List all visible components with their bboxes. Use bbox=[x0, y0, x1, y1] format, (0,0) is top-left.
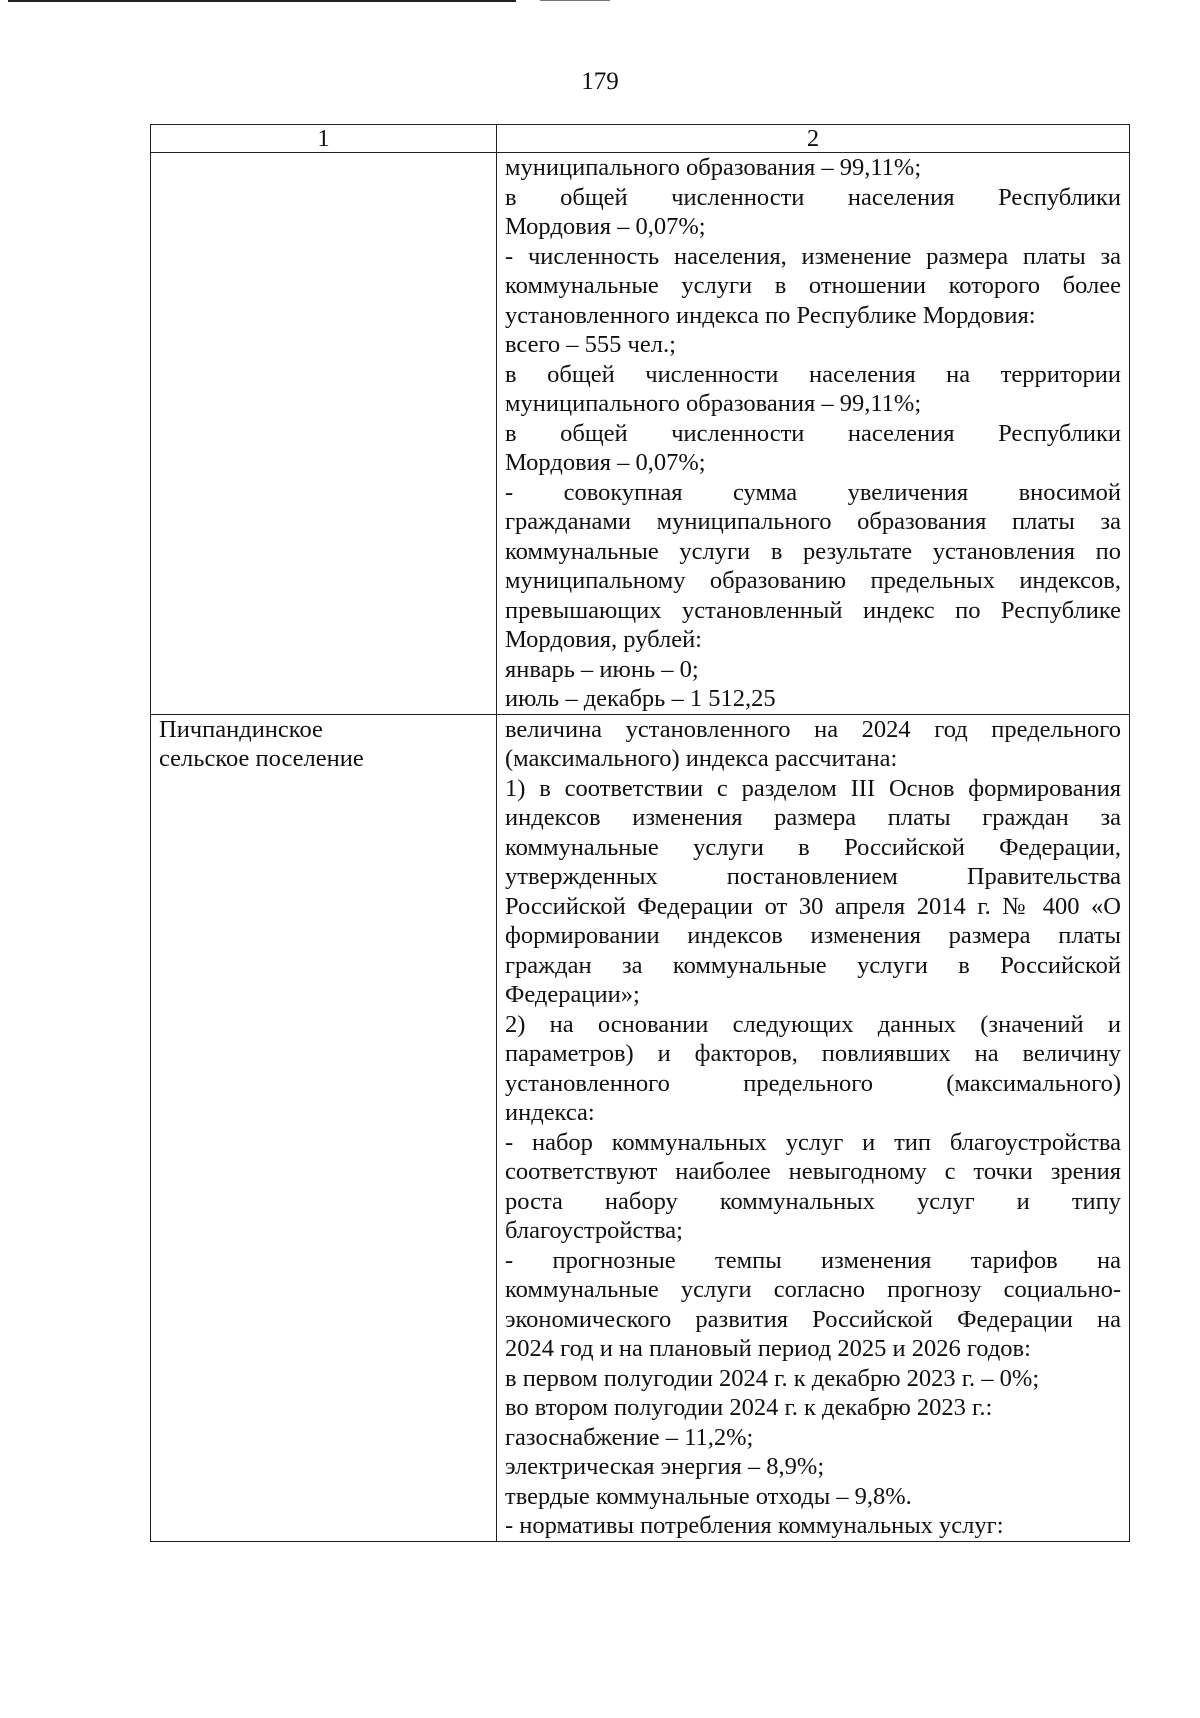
text-line: утвержденных постановлением Правительства bbox=[505, 863, 1121, 890]
text-line: во втором полугодии 2024 г. к декабрю 2023 г.: bbox=[505, 1394, 993, 1421]
row1-col2 bbox=[497, 153, 1130, 715]
text-line: твердые коммунальные отходы – 9,8%. bbox=[505, 1482, 912, 1510]
text-line: Федерации»; bbox=[505, 981, 640, 1008]
text-line: установленного индекса по Республике Мордовия: bbox=[505, 301, 1036, 329]
text-line: 2024 год и на плановый период 2025 и 2026 годов: bbox=[505, 1335, 1031, 1362]
text-line: в общей численности населения Республики bbox=[505, 183, 1121, 211]
text-line: 1) в соответствии с разделом III Основ формирования bbox=[505, 774, 1121, 802]
text-line: установленного предельного (максимального) bbox=[505, 1069, 1121, 1097]
scan-top-rule bbox=[8, 0, 516, 2]
text-line: (максимального) индекса рассчитана: bbox=[505, 745, 898, 772]
text-line: соответствуют наиболее невыгодному с точки зрения bbox=[505, 1158, 1121, 1185]
settlement-name-line: сельское поселение bbox=[159, 745, 364, 772]
document-table bbox=[150, 124, 1130, 1542]
row2-col2 bbox=[497, 714, 1130, 1541]
text-line: индекса: bbox=[505, 1099, 595, 1126]
text-line: - прогнозные темпы изменения тарифов на bbox=[505, 1246, 1121, 1274]
text-line: коммунальные услуги в отношении которого более bbox=[505, 272, 1121, 299]
row1-col1 bbox=[151, 153, 497, 715]
text-line: благоустройства; bbox=[505, 1217, 683, 1244]
text-line: Мордовия – 0,07%; bbox=[505, 449, 706, 476]
table-row bbox=[151, 153, 1130, 715]
settlement-name-line: Пичпандинское bbox=[159, 715, 323, 743]
text-line: индексов изменения размера платы граждан за bbox=[505, 804, 1121, 831]
text-line: газоснабжение – 11,2%; bbox=[505, 1423, 754, 1451]
text-line: всего – 555 чел.; bbox=[505, 331, 676, 358]
text-line: роста набору коммунальных услуг и типу bbox=[505, 1187, 1121, 1215]
text-line: граждан за коммунальные услуги в Российской bbox=[505, 951, 1121, 979]
text-line: Мордовия – 0,07%; bbox=[505, 213, 706, 240]
text-line: величина установленного на 2024 год предельного bbox=[505, 715, 1121, 743]
table-row bbox=[151, 714, 1130, 1541]
text-line: параметров) и факторов, повлиявших на величину bbox=[505, 1040, 1121, 1067]
table-header-row bbox=[151, 125, 1130, 153]
text-line: январь – июнь – 0; bbox=[505, 655, 699, 683]
text-line: июль – декабрь – 1 512,25 bbox=[505, 685, 776, 712]
text-line: экономического развития Российской Федерации на bbox=[505, 1305, 1121, 1333]
scan-top-mark bbox=[540, 0, 610, 1]
text-line: в первом полугодии 2024 г. к декабрю 2023 г. – 0%; bbox=[505, 1364, 1040, 1392]
column-header-2: 2 bbox=[497, 125, 1130, 153]
text-line: муниципальному образованию предельных индексов, bbox=[505, 567, 1121, 594]
text-line: коммунальные услуги согласно прогнозу социально- bbox=[505, 1276, 1121, 1303]
text-line: в общей численности населения на территории bbox=[505, 360, 1121, 388]
text-line: гражданами муниципального образования платы за bbox=[505, 508, 1121, 535]
text-line: муниципального образования – 99,11%; bbox=[505, 154, 922, 181]
text-line: - численность населения, изменение размера платы за bbox=[505, 242, 1121, 270]
text-line: коммунальные услуги в результате установления по bbox=[505, 537, 1121, 565]
text-line: Мордовия, рублей: bbox=[505, 626, 702, 653]
text-line: электрическая энергия – 8,9%; bbox=[505, 1453, 825, 1480]
text-line: в общей численности населения Республики bbox=[505, 419, 1121, 447]
text-line: формировании индексов изменения размера платы bbox=[505, 922, 1121, 949]
text-line: превышающих установленный индекс по Республике bbox=[505, 596, 1121, 624]
text-line: 2) на основании следующих данных (значений и bbox=[505, 1010, 1121, 1038]
text-line: Российской Федерации от 30 апреля 2014 г. № 400 «О bbox=[505, 892, 1121, 920]
text-line: коммунальные услуги в Российской Федерации, bbox=[505, 833, 1121, 861]
text-line: муниципального образования – 99,11%; bbox=[505, 390, 922, 417]
text-line: - совокупная сумма увеличения вносимой bbox=[505, 478, 1121, 506]
text-line: - набор коммунальных услуг и тип благоустройства bbox=[505, 1128, 1121, 1156]
row2-col1 bbox=[151, 714, 497, 1541]
page-number: 179 bbox=[581, 68, 619, 95]
text-line: - нормативы потребления коммунальных услуг: bbox=[505, 1512, 1004, 1539]
column-header-1: 1 bbox=[151, 125, 497, 153]
